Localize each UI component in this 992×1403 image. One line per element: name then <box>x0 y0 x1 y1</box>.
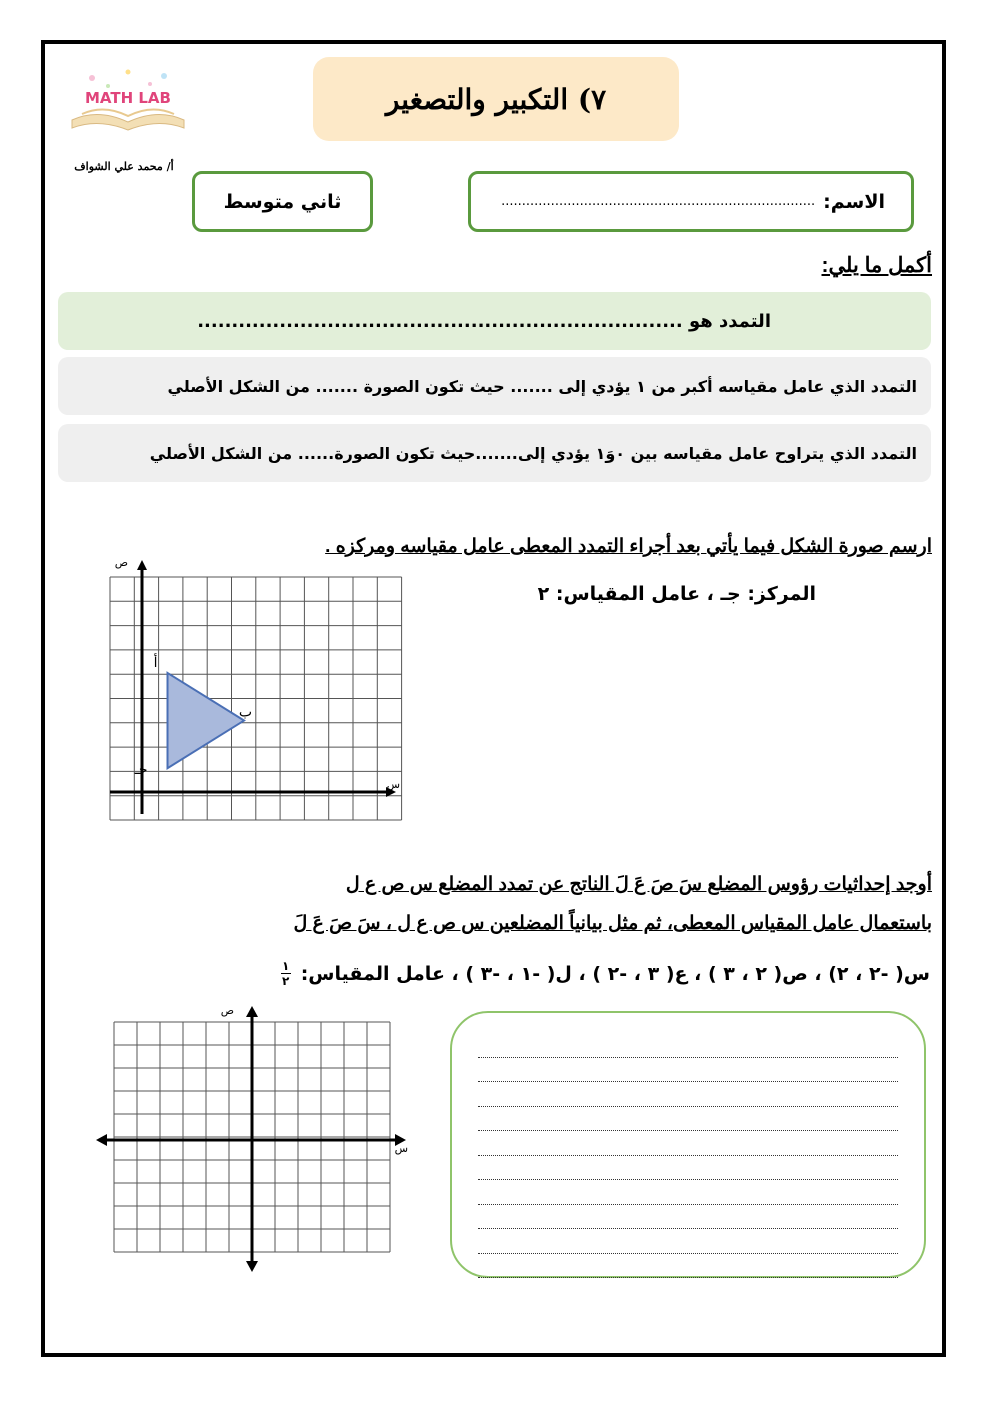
q2-vertex-b-label: ب <box>238 704 253 721</box>
name-field[interactable] <box>468 171 914 232</box>
answer-line[interactable] <box>478 1180 898 1205</box>
math-lab-logo <box>68 64 188 134</box>
complete-heading: أكمل ما يلي: <box>821 254 932 277</box>
q2-vertex-a-label: أ <box>153 654 158 671</box>
definition-text[interactable]: التمدد هو ....................................................................... <box>197 310 771 332</box>
q2-heading: ارسم صورة الشكل فيما يأتي بعد أجراء التمدد المعطى عامل مقياسه ومركزه . <box>325 536 932 557</box>
q2-axis-y-label: ص <box>114 556 128 569</box>
answer-line[interactable] <box>478 1229 898 1254</box>
page-title: ٧) التكبير والتصغير <box>313 57 679 141</box>
q3-grid[interactable] <box>92 1002 422 1272</box>
answer-box <box>450 1011 926 1278</box>
answer-line[interactable] <box>478 1058 898 1083</box>
answer-line[interactable] <box>478 1205 898 1230</box>
q3-axes <box>96 1006 406 1272</box>
answer-line[interactable] <box>478 1082 898 1107</box>
q2-grid[interactable] <box>100 552 420 824</box>
enlargement-band <box>58 357 931 415</box>
q2-center-scale: المركز: جـ ، عامل المقياس: ٢ <box>537 583 816 605</box>
answer-line[interactable] <box>478 1156 898 1181</box>
scale-fraction <box>281 960 291 987</box>
q2-axis-x-label: س <box>386 778 400 791</box>
name-blank[interactable]: ............................................................................ <box>501 194 816 209</box>
grade-label: ثاني متوسط <box>192 171 373 232</box>
name-label: الاسم: <box>823 190 885 213</box>
enlargement-text[interactable]: التمدد الذي عامل مقياسه أكبر من ١ يؤدي إلى ....... حيث تكون الصورة ....... من الشكل الأصلي <box>167 376 917 396</box>
q2-triangle <box>168 673 245 768</box>
q3-heading-line1: أوجد إحداثيات رؤوس المضلع سَ صَ عَ لَ الناتج عن تمدد المضلع س ص ع ل <box>345 874 932 895</box>
q3-heading-line2: باستعمال عامل المقياس المعطى، ثم مثل بيانياً المضلعين س ص ع ل ، سَ صَ عَ لَ <box>293 913 932 934</box>
reduction-band <box>58 424 931 482</box>
answer-line[interactable] <box>478 1107 898 1132</box>
scale-denominator: ٢ <box>282 974 290 988</box>
q3-axis-y-label: ص <box>220 1004 234 1017</box>
answer-line[interactable] <box>478 1131 898 1156</box>
reduction-text[interactable]: التمدد الذي يتراوح عامل مقياسه بين ٠وَ١ يؤدي إلى.......حيث تكون الصورة...... من الشكل الأصلي <box>149 443 917 463</box>
logo-text: MATH LAB <box>85 89 171 107</box>
answer-line[interactable] <box>478 1254 898 1279</box>
q3-coordinates-text: س( -٢ ، ٢) ، ص( ٢ ، ٣ ) ، ع( ٣ ، -٢ ) ، ل( -١ ، -٣ ) ، عامل المقياس: <box>300 962 930 985</box>
definition-band <box>58 292 931 350</box>
q3-coordinates <box>281 960 930 987</box>
teacher-name: أ/ محمد علي الشواف <box>74 160 174 173</box>
scale-numerator: ١ <box>282 959 290 973</box>
q2-grid-lines <box>110 577 402 820</box>
answer-lines <box>478 1033 898 1278</box>
q3-axis-x-label: س <box>394 1142 408 1155</box>
answer-line[interactable] <box>478 1033 898 1058</box>
q2-vertex-c-label: جـ <box>134 762 148 779</box>
